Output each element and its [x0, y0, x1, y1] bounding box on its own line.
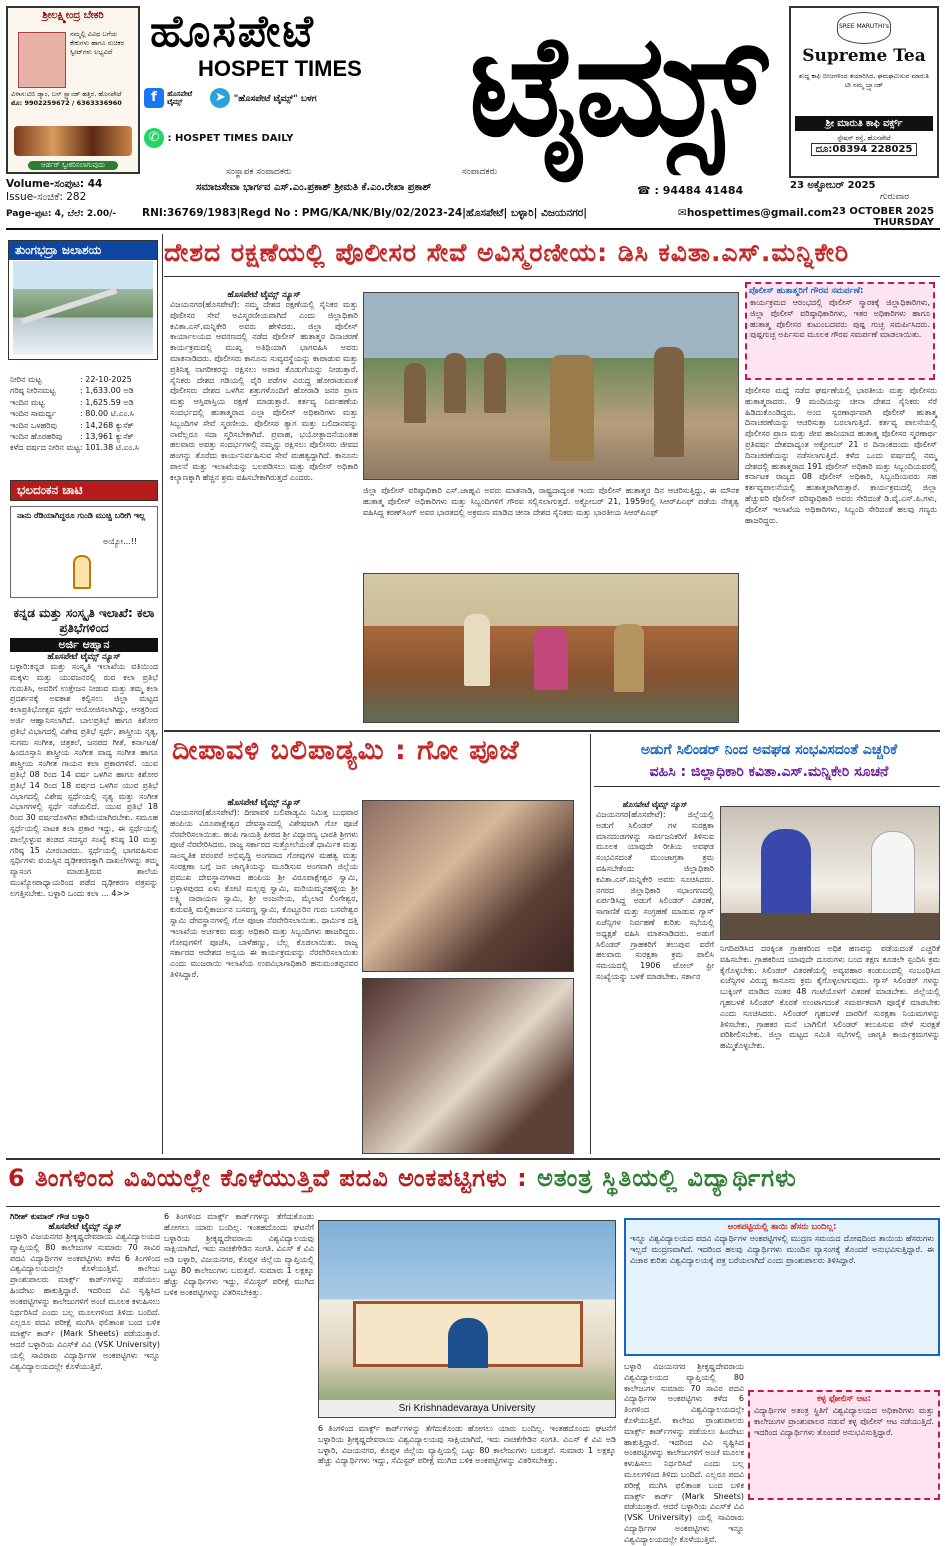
dam-stat-row: ನೀರಿನ ಮಟ್ಟ : 22-10-2025	[10, 375, 132, 384]
cartoon-title: ಭಲದಂಕನ ಚಾಟಿ	[10, 480, 158, 501]
masthead-kannada-title: ಹೊಸಪೇಟೆ	[150, 6, 315, 57]
cylinder-meeting-photo	[720, 806, 940, 940]
dam-stats	[10, 374, 160, 454]
editor-names: ಸಮಾಜಸೇವಾ ಭಾರ್ಗವ ಎಸ್.ಎಂ.ಪ್ರಕಾಶ್ ಶ್ರೀಮತಿ ಕೆ.ಎಂ.ರೇಖಾ ಪ್ರಕಾಶ್	[196, 182, 432, 193]
dam-stat-row: ಇಂದಿನ ಒಳಹರಿವು : 14,268 ಕ್ಯುಸೆಕ್	[10, 420, 134, 430]
tea-address: ಸ್ಟೇಷನ್ ರಸ್ತೆ, ಹೊಸಪೇಟೆ	[837, 134, 891, 142]
cartoon-figure	[73, 555, 91, 589]
cake-image	[14, 126, 132, 156]
story1-text: ಹೊಸಪೇಟೆ ಟೈಮ್ಸ್ ನ್ಯೂಸ್ ವಿಜಯನಗರ(ಹೊಸಪೇಟೆ): ನಮ್ಮ ದೇಶದ ರಕ್ಷಣೆಯಲ್ಲಿ ಸೈನಿಕರ ಮತ್ತು ಪೊಲೀಸರ ಸೇವೆ ಅವಿಸ್ಮರಣೀಯವಾಗಿದೆ ಎಂದು ಜಿಲ್ಲಾಧಿಕಾರಿ ಕವಿತಾ.ಎಸ್.ಮನ್ನಿಕೇರಿ ಅವರು ಹೇಳಿದರು. ಜಿಲ್ಲಾ ಪೊಲೀಸ್ ಕಾರ್ಯಾಲಯದ ಆವರಣದಲ್ಲಿ ನಡೆದ ಪೊಲೀಸ್ ಹುತಾತ್ಮರ ದಿನಾಚರಣೆ ಕಾರ್ಯಕ್ರಮದಲ್ಲಿ ಮುಖ್ಯ ಅತಿಥಿಯಾಗಿ ಭಾಗವಹಿಸಿ ಅವರು ಮಾತನಾಡಿದರು. ಪೊಲೀಸರು ಕಾನೂನು ಸುವ್ಯವಸ್ಥೆಯನ್ನು ಕಾಪಾಡುವ ಮತ್ತು ಪ್ರತಿನಿತ್ಯ ನಾಗರೀಕರನ್ನು ರಕ್ಷಿಸಲು ಅಪಾರ ಕೊಡುಗೆಯನ್ನು ನೀಡುತ್ತಾರೆ. ಸೈನಿಕರು ದೇಶದ ಗಡಿಯಲ್ಲಿ ವೈರಿ ಪಡೆಗಳ ವಿರುದ್ಧ ಹೋರಾಡುವಂತೆ ಪೊಲೀಸರು ದೇಶದ ಒಳಗಿನ ಶತ್ರುಗಳೊಂದಿಗೆ ಹೋರಾಡಿ ಜನರ ಪ್ರಾಣ ಮತ್ತು ಆಸ್ತಿಪಾಸ್ತಿಯ ರಕ್ಷಣೆ ಮಾಡುತ್ತಾರೆ. ಕರ್ತವ್ಯ ನಿರ್ವಹಣೆಯ ಸಂದರ್ಭದಲ್ಲಿ ಹುತಾತ್ಮರಾದ ಎಲ್ಲಾ ಪೊಲೀಸ್ ಅಧಿಕಾರಿಗಳು ಮತ್ತು ಸಿಬ್ಬಂದಿಗಳ ಸೇವೆ ಸ್ಮರಣೀಯ. ಪೊಲೀಸರ ತ್ಯಾಗ ಮತ್ತು ಬಲಿದಾನವನ್ನು ನಾವೆಲ್ಲರೂ ಸದಾ ಸ್ಮರಿಸಬೇಕಾಗಿದೆ. ಪ್ರವಾಹ, ಭಯೋತ್ಪಾದನೆಯಂತಹ ಹಲವಾರು ಅಪತ್ತು ಸಂದರ್ಭಗಳಲ್ಲಿ ನಮ್ಮನ್ನು ರಕ್ಷಿಸಲು ಪೊಲೀಸರು ಜೀವದ ಹಂಗನ್ನು ತೊರೆದು ಕಾರ್ಯನಿರ್ವಹಿಸುವ ಸೇವೆ ಮಹತ್ವದ್ದಾಗಿದೆ. ಕಾನೂನು ಪಾಲನೆ ಮತ್ತು ಇಲಾಖೆಯನ್ನು ಬಲಪಡಿಸಲು ಮತ್ತು ಪೊಲೀಸ್ ಅಧಿಕಾರಿ ಕಲ್ಯಾಣಕ್ಕಾಗಿ ಹೆಚ್ಚಿನ ಶ್ರಮ ವಹಿಸಬೇಕಾಗಿರುತ್ತದೆ ಎಂದರು.	[170, 290, 358, 482]
dam-stat-row: ಗರಿಷ್ಠ ನೀರಿನಮಟ್ಟ : 1,633.00 ಅಡಿ	[10, 386, 134, 396]
day-kannada: ಗುರುವಾರ	[880, 192, 910, 202]
telegram-icon[interactable]: ➤	[210, 88, 230, 108]
date-english: 23 OCTOBER 2025 THURSDAY	[832, 206, 935, 228]
dam-stat-row: ಇಂದಿನ ಹೊರಹರಿವು : 13,961 ಕ್ಯುಸೆಕ್	[10, 432, 134, 442]
police-tribute-photo	[363, 292, 739, 480]
story4-text-under-photo: 6 ತಿಂಗಳಿಂದ ಮಾರ್ಕ್ಸ್ ಕಾರ್ಡ್‌ಗಳನ್ನು ತೆಗೆದುಕೊಂಡು ಹೋಗಲು ಯಾರು ಬಂದಿಲ್ಲ. ಇಂತಹದೊಂದು ಘಟನೆಗೆ ಬಳ್ಳಾರಿಯ ಶ್ರೀಕೃಷ್ಣದೇವರಾಯ ವಿಶ್ವವಿದ್ಯಾಲಯವು ಸಾಕ್ಷಿಯಾಗಿದೆ, ಇದು ನಾಚಿಕೆಗೇಡಿನ ಸಂಗತಿ. ವಿಎಸ್ ಕೆ ವಿವಿ ಅಡಿ ಬಳ್ಳಾರಿ, ವಿಜಯನಗರ, ಕೊಪ್ಪಳ ಜಿಲ್ಲೆಯ ವ್ಯಾಪ್ತಿಯಲ್ಲಿ ಒಟ್ಟು 80 ಕಾಲೇಜುಗಳು ಬರುತ್ತವೆ. ಸುಮಾರು 1 ಲಕ್ಷಕ್ಕೂ ಹೆಚ್ಚು ವಿದ್ಯಾರ್ಥಿಗಳು ಇದ್ದು, ಸೆಮಿಸ್ಟರ್ ಪರೀಕ್ಷೆ ಮುಗಿದ ಬಳಿಕ ಅಂಕಪಟ್ಟಿಗಳನ್ನು ವಿತರಿಸಬೇಕಿತ್ತು.	[318, 1424, 616, 1466]
email[interactable]: ✉hospettimes@gmail.com	[678, 207, 832, 219]
date-kannada: 23 ಅಕ್ಟೋಬರ್ 2025	[790, 180, 876, 191]
dam-stat-row: ಇಂದಿನ ಸಾಮರ್ಥ್ಯ : 80.00 ಟಿ.ಎಂ.ಸಿ	[10, 409, 134, 419]
story3-right-text: ನಿಗದಿಪಡಿಸಿದ ದರಕ್ಕಿಂತ ಗ್ರಾಹಕರಿಂದ ಅಧಿಕ ಹಣವನ್ನು ಪಡೆಯದಂತೆ ಎಚ್ಚರಿಕೆ ವಹಿಸಬೇಕು. ಗ್ರಾಹಕರಿಂದ ಯಾವುದೇ ದೂರುಗಳು ಬಂದ ತಕ್ಷಣ ಕೂಡಲೇ ಸ್ಪಂದಿಸಿ ಕ್ರಮ ಕೈಗೊಳ್ಳಬೇಕು. ಸಿಲಿಂಡರ್ ವಿತರಣೆಯಲ್ಲಿ ಅವ್ಯವಹಾರ ಕಂಡುಬಂದಲ್ಲಿ ಸಂಬಂಧಿಸಿದ ಏಜೆನ್ಸಿಗಳ ವಿರುದ್ಧ ಕಾನೂನು ಕ್ರಮ ಕೈಗೊಳ್ಳಲಾಗುವುದು. ಗ್ಯಾಸ್ ಸಿಲಿಂಡರ್ ಗಳನ್ನು ಬುಕ್ಕಿಂಗ್ ಮಾಡಿದ ನಂತರ 48 ಗಂಟೆಯೊಳಗೆ ವಿತರಣೆ ಮಾಡಬೇಕು. ಜಿಲ್ಲೆಯಲ್ಲಿ ಗೃಹಬಳಕೆ ಸಿಲಿಂಡರ್ ಕೊರತೆ ಉಂಟಾಗದಂತೆ ಸಮರ್ಪಕವಾಗಿ ಪೂರೈಕೆ ಮಾಡಬೇಕು ಎಂದು ಸೂಚಿಸಿದರು. ಸಿಲಿಂಡರ್ ಗೃಹಬಳಕೆ ದಾರರಿಗೆ ಸುರಕ್ಷತಾ ನಿಯಮಗಳನ್ನು ತಿಳಿಸಬೇಕು, ಗ್ರಾಹಕರ ಮನೆ ಬಾಗಿಲಿಗೆ ಸಿಲಿಂಡರ್ ತಲುಪಿಸುವ ವೇಳೆ ಸುರಕ್ಷತೆ ಪರಿಶೀಲಿಸಬೇಕು. ಜಿಲ್ಲಾ ಮಟ್ಟದ ಸಮಿತಿ ಸಭೆಗಳಲ್ಲಿ ಜಾಗೃತಿ ಕಾರ್ಯಕ್ರಮಗಳನ್ನು ಹಮ್ಮಿಕೊಳ್ಳಬೇಕು.	[720, 944, 940, 1051]
bakery-ad-footer: ಆರ್ಡರ್ ಸ್ವೀಕರಿಸಲಾಗುವುದು	[28, 161, 118, 170]
story2-text: ಹೊಸಪೇಟೆ ಟೈಮ್ಸ್ ನ್ಯೂಸ್ ವಿಜಯನಗರ(ಹೊಸಪೇಟೆ): ದೀಪಾವಳಿ ಬಲಿಪಾಡ್ಯಮಿ ನಿಮಿತ್ತ ಬುಧವಾರ ಹಂಪಿಯ ವಿರೂಪಾಕ್ಷೇಶ್ವರ ದೇವಸ್ಥಾನದಲ್ಲಿ ವಿಶೇಷವಾಗಿ ಗೋ ಪೂಜೆ ನೆರವೇರಿಸಲಾಯಿತು. ಹಂಪಿ ಗಾಯತ್ರಿ ಪೀಠದ ಶ್ರೀ ವಿದ್ಯಾರಣ್ಯ ಭಾರತಿ ಶ್ರೀಗಳು ಪೂಜೆ ನೆರವೇರಿಸಿದರು. ರಾಜ್ಯ ಸರ್ಕಾರದ ಸುತ್ತೋಲೆಯಂತೆ ಧಾರ್ಮಿಕ ಮತ್ತು ಸಾಂಸ್ಕೃತಿಕ ಪರಂಪರೆ ಅಭಿವೃದ್ಧಿ ಅಂಗವಾದ ಗೋವುಗಳ ಮಹತ್ವ ಮತ್ತು ಸಂರಕ್ಷಣಾ ಬಗ್ಗೆ ಜನ ಜಾಗೃತಿಯನ್ನು ಮೂಡಿಸುವ ಅಂಗವಾಗಿ ಜಿಲ್ಲೆಯ ಪ್ರಮುಖ ದೇವಸ್ಥಾನಗಳಾದ ಹಂಪಿಯ ಶ್ರೀ ವಿರೂಪಾಕ್ಷೇಶ್ವರ ಸ್ವಾಮಿ, ಬಳ್ಳಾಳಪುರದ ಏಳು ಕೋಟಿ ಮಲ್ಲಪ್ಪ ಸ್ವಾಮಿ, ಮರಿಯಮ್ಮನಹಳ್ಳಿಯ ಶ್ರೀ ಲಕ್ಷ್ಮಿ ನಾರಾಯಣ ಸ್ವಾಮಿ, ಶ್ರೀ ಅಂಜನೇಯ, ಮೈಲಾರ ಲಿಂಗೇಶ್ವರ, ಕುರುವತ್ತಿ ಮಲ್ಲಿಕಾರ್ಜುನ ಬಸವಣ್ಣ ಸ್ವಾಮಿ, ಕೊಟ್ಟೂರಿನ ಗುರು ಬಸವೇಶ್ವರ ಸ್ವಾಮಿ ದೇವಸ್ಥಾನಗಳಲ್ಲಿ ಗೋ ಪೂಜಾ ನೆರವೇರಿಸಲಾಯಿತು. ಧಾರ್ಮಿಕ ದತ್ತಿ ಇಲಾಖೆಯ ಅರ್ಚಕರು ಮತ್ತು ಅಧಿಕಾರಿ ಮತ್ತು ಸಿಬ್ಬಂದಿಗಳು ಹಾಜರಿದ್ದರು. ಗೋವುಗಳಿಗೆ ಪೂಜೆಸಿ, ಬಾಳೆಹಣ್ಣು, ಬೆಲ್ಲ ಕೊಡಲಾಯಿತು. ರಾಜ್ಯ ಸರ್ಕಾರದ ಆದೇಶದ ಅನ್ವಯ ಈ ಕಾರ್ಯಕ್ರಮವನ್ನು ನೆರವೇರಿಸಲಾಯಿತು ಎಂದು ಮುಜರಾಯಿ ಇಲಾಖೆಯ ಉಪವಿಭಾಗಾಧಿಕಾರಿ ಹನುಮಂತಪ್ಪನವರ ತಿಳಿಸಿದ್ದಾರೆ.	[170, 798, 358, 979]
university-photo	[318, 1220, 616, 1418]
dam-box	[8, 240, 158, 360]
bakery-ad	[6, 6, 140, 174]
story1-right-text: ಪೊಲೀಸರ ಮಧ್ಯೆ ನಡೆದ ಘರ್ಷಣೆಯಲ್ಲಿ ಭಾರತೀಯ ಮತ್ತು ಪೊಲೀಸರು ಹುತಾತ್ಮರಾದರು. 9 ಮಂದಿಯನ್ನು ಚೀನಾ ದೇಶದ ಸೈನಿಕರು ಸೆರೆ ಹಿಡಿದುಕೊಂಡಿದ್ದರು. ಅಂದ ಸ್ವರಣಾರ್ಥವಾಗಿ ಪೊಲೀಸ್ ಹುತಾತ್ಮ ದಿನಾಚರಣೆಯನ್ನು ಆಚರಿಸುತ್ತಾ ಬರಲಾಗುತ್ತಿದೆ. ಕರ್ತವ್ಯ ಪಾಲನೆಯಲ್ಲಿ ಪೊಲೀಸರ ಪ್ರಾಣ ಮತ್ತು ಜೀವ ಹಾನಿಯಾದ ಹುತಾತ್ಮ ಪೊಲೀಸರ ಸ್ಮರಣಾರ್ಥ ಪ್ರತಿವರ್ಷ ದೇಶದಾದ್ಯಂತ ಅಕ್ಟೋಬರ್ 21 ರ ದಿನಾಂಕದಂದು ಪೊಲೀಸ್ ದಿನಾಚರಣೆಯನ್ನು ನಡೆಸಲಾಗುತ್ತಿದೆ. ಕಳೆದ ಒಂದು ವರ್ಷದಲ್ಲಿ ನಮ್ಮ ದೇಶದಲ್ಲಿ ಹುತಾತ್ಮರಾದ 191 ಪೊಲೀಸ್ ಅಧಿಕಾರಿ ಮತ್ತು ಸಿಬ್ಬಂದಿಯವರಲ್ಲಿ ಕರ್ನಾಟಕ ರಾಜ್ಯದ 08 ಪೊಲೀಸ್ ಅಧಿಕಾರಿ, ಸಿಬ್ಬಂದಿಯವರು ಸಹ ಕರ್ತವ್ಯಪಾಲನೆಯಲ್ಲಿ ಹುತಾತ್ಮರಾಗಿರುತ್ತಾರೆ. ಕಾರ್ಯಕ್ರಮದಲ್ಲಿ ಜಿಲ್ಲಾ ಹೆಚ್ಚುವರಿ ಪೊಲೀಸ್ ವರಿಷ್ಠಾಧಿಕಾರಿ ಅವರು ಸೇರಿದಂತೆ ಡಿ.ವೈ.ಎಸ್.ಪಿ.ಗಳು, ಪೊಲೀಸ್ ಇಲಾಖೆಯ ಅಧಿಕಾರಿಗಳು, ಸಿಬ್ಬಂದಿ ಸೇರಿದಂತೆ ಹಲವು ಗಣ್ಯರು ಹಾಜರಿದ್ದರು.	[745, 386, 937, 525]
dam-stat-row: ಕಳೆದ ವರ್ಷದ ನೀರಿನ ಮಟ್ಟ : 101.38 ಟಿ.ಎಂ.ಸಿ	[10, 443, 140, 453]
story3-headline-1[interactable]: ಅಡುಗೆ ಸಿಲಿಂಡರ್ ನಿಂದ ಅವಘಡ ಸಂಭವಿಸದಂತೆ ಎಚ್ಚರಿಕೆ	[640, 742, 898, 758]
temple-puja-photo	[362, 978, 574, 1154]
masthead-phone: ☎ : 94484 41484	[637, 184, 744, 197]
telegram-label: "ಹೊಸಪೇಟೆ ಟೈಮ್ಸ್" ಬಳಗ	[233, 94, 317, 104]
bakery-ad-text: ನಮ್ಮಲ್ಲಿ ವಿವಿಧ ಬಗೆಯ ಕೇಕುಗಳು ಹಾಗೂ ರುಚಿಕರ ಸ್ವೀಟ್‌ಗಳು ಲಭ್ಯವಿದೆ	[70, 30, 124, 56]
facebook-label: ಹೊಸಪೇಟೆ ಟೈಮ್ಸ್	[167, 90, 193, 106]
story1-sidebox: ಪೊಲೀಸ್ ಹುತಾತ್ಮರಿಗೆ ಗೌರವ ಸಮರ್ಪಣೆ: ಕಾರ್ಯಕ್ರಮದ ಆರಂಭದಲ್ಲಿ ಪೊಲೀಸ್ ಸ್ಮಾರಕಕ್ಕೆ ಜಿಲ್ಲಾಧಿಕಾರಿಗಳು, ಜಿಲ್ಲಾ ಪೊಲೀಸ್ ವರಿಷ್ಠಾಧಿಕಾರಿಗಳು, ಇತರ ಅಧಿಕಾರಿಗಳು ಹಾಗೂ ಹುತಾತ್ಮ ಪೊಲೀಸರ ಕುಟುಂಬದವರು ಪುಷ್ಪ ಗುಚ್ಛ ಸಮರ್ಪಿಸಿದರು. ಪುಷ್ಪಗುಚ್ಛ ಅರ್ಪಿಸುವ ಮೂಲಕ ಗೌರವ ಸಮರ್ಪಣೆ ಮಾಡಲಾಯಿತು.	[745, 282, 935, 380]
story2-headline[interactable]: ದೀಪಾವಳಿ ಬಲಿಪಾಡ್ಯಮಿ : ಗೋ ಪೂಜೆ	[172, 735, 520, 766]
bakery-ad-title: ಶ್ರೀಲಕ್ಷ್ಮೀಂದ್ರ ಬೇಕರಿ	[42, 10, 104, 21]
story4-headline[interactable]: 6 ತಿಂಗಳಿಂದ ವಿವಿಯಲ್ಲೇ ಕೊಳೆಯುತ್ತಿವೆ ಪದವಿ ಅಂಕಪಟ್ಟಿಗಳು : ಅತಂತ್ರ ಸ್ಥಿತಿಯಲ್ಲಿ ವಿದ್ಯಾರ್ಥಿಗಳು	[8, 1164, 797, 1192]
story1-headline[interactable]: ದೇಶದ ರಕ್ಷಣೆಯಲ್ಲಿ ಪೊಲೀಸರ ಸೇವೆ ಅವಿಸ್ಮರಣೀಯ: ಡಿಸಿ ಕವಿತಾ.ಎಸ್.ಮನ್ನಿಕೇರಿ	[164, 238, 850, 267]
story4-text-left: ಗಿರೀಶ್ ಕುಮಾರ್ ಗೌಡ ಬಳ್ಳಾರಿ ಹೊಸಪೇಟೆ ಟೈಮ್ಸ್ ನ್ಯೂಸ್ ಬಳ್ಳಾರಿ ವಿಜಯನಗರ ಶ್ರೀಕೃಷ್ಣದೇವರಾಯ ವಿಶ್ವವಿದ್ಯಾಲಯದ ವ್ಯಾಪ್ತಿಯಲ್ಲಿ 80 ಕಾಲೇಜುಗಳ ಸುಮಾರು 70 ಸಾವಿರ ಪದವಿ ವಿದ್ಯಾರ್ಥಿಗಳ ಅಂಕಪಟ್ಟಿಗಳು ಕಳೆದ 6 ತಿಂಗಳಿಂದ ವಿಶ್ವವಿದ್ಯಾಲಯದಲ್ಲೇ ಕೊಳೆಯುತ್ತಿವೆ. ಕಾಲೇಜು ಪ್ರಾಂಶುಪಾಲರು ಮಾರ್ಕ್ಸ್ ಕಾರ್ಡ್‌ಗಳನ್ನು ಪಡೆಯಲು ಹಿಂದೇಟು ಹಾಕುತ್ತಿದ್ದಾರೆ. ಇದರಿಂದ ವಿವಿ ಸೃಷ್ಟಿಸಿದ ಅಂಕಪಟ್ಟಿಗಳನ್ನು ಕಾಲೇಜುಗಳಿಗೆ ಅಂಚೆ ಮೂಲಕ ಕಳುಹಿಸಲು ನಿರ್ಧರಿಸಿದೆ ಎಂದು ಬಲ್ಲ ಮೂಲಗಳಿಂದ ತಿಳಿದು ಬಂದಿದೆ. ಎಲ್ಲರೂ ಪದವಿ ಪರೀಕ್ಷೆ ಮುಗಿಸಿ ಫಲಿತಾಂಶ ಬಂದ ಬಳಿಕ ಮಾರ್ಕ್ಸ್ ಕಾರ್ಡ್ (Mark Sheets) ಪಡೆಯುತ್ತಾರೆ. ಆದರೆ ಬಳ್ಳಾರಿಯ ವಿಎಸ್‌ಕೆ ವಿವಿ (VSK University) ಯಲ್ಲಿ ಸಾವಿರಾರು ವಿದ್ಯಾರ್ಥಿಗಳ ಅಂಕಪಟ್ಟಿಗಳು ಇನ್ನೂ ವಿಶ್ವವಿದ್ಯಾಲಯದಲ್ಲೇ ಕೊಳೆಯುತ್ತಿವೆ.	[10, 1212, 160, 1371]
tea-cup-logo: SREE MARUTHI's	[837, 12, 891, 44]
tea-ad	[789, 6, 939, 178]
bakery-ad-address: ವಿಳಾಸ:ಟಿಬಿ ಡ್ಯಾಂ, ಬಸ್ ಸ್ಟ್ಯಾಂಡ್ ಹತ್ತಿರ, ಹೊಸಪೇಟೆ ಮೊ: 9902259672 / 6363336960	[11, 90, 135, 108]
volume-info: Volume-ಸಂಪುಟ: 44 Issue-ಸಂಚಿಕೆ: 282	[6, 178, 103, 203]
deity-image	[18, 32, 66, 88]
side-article-sub: ಅರ್ಜಿ ಆಹ್ವಾನ	[10, 638, 158, 652]
story3-headline-2[interactable]: ವಹಿಸಿ : ಜಿಲ್ಲಾಧಿಕಾರಿ ಕವಿತಾ.ಎಸ್.ಮನ್ನಿಕೇರಿ ಸೂಚನೆ	[649, 764, 889, 780]
whatsapp-label: : HOSPET TIMES DAILY	[167, 133, 294, 144]
page-price: Page-ಪುಟ: 4, ಬೆಲೆ: 2.00/-	[6, 209, 117, 219]
cow-puja-photo	[362, 800, 574, 972]
founder-label: ಸಂಸ್ಥಾಪಕ ಸಂಪಾದಕರು	[226, 167, 292, 177]
registration: RNI:36769/1983|Regd No : PMG/KA/NK/Bly/02/2023-24|ಹೊಸಪೇಟೆ| ಬಳ್ಳಾರಿ| ವಿಜಯನಗರ|	[142, 207, 588, 219]
bakery-ad-phone: ಮೊ: 9902259672 / 6363336960	[11, 99, 122, 107]
whatsapp-icon[interactable]: ✆	[144, 128, 164, 148]
story3-text: ಹೊಸಪೇಟೆ ಟೈಮ್ಸ್ ನ್ಯೂಸ್ ವಿಜಯನಗರ(ಹೊಸಪೇಟೆ): ಜಿಲ್ಲೆಯಲ್ಲಿ ಅಡುಗೆ ಸಿಲಿಂಡರ್ ಗಳ ಸುರಕ್ಷತಾ ಮಾನದಂಡಗಳನ್ನು ಸಾರ್ವಜನಿಕರಿಗೆ ತಿಳಿಸುವ ಮೂಲಕ ಯಾವುದೇ ರೀತಿಯ ಅವಘಡ ಸಂಭವಿಸದಂತೆ ಮುಂಜಾಗ್ರತಾ ಕ್ರಮ ವಹಿಸಬೇಕೆಂದು ಜಿಲ್ಲಾಧಿಕಾರಿ ಕವಿತಾ.ಎಸ್.ಮನ್ನಿಕೇರಿ ಅವರು ಸೂಚಿಸಿದರು. ನಗರದ ಜಿಲ್ಲಾಧಿಕಾರಿ ಸಭಾಂಗಣದಲ್ಲಿ ಏರ್ಪಡಿಸಿದ್ದ ಅಡುಗೆ ಸಿಲಿಂಡರ್ ವಿತರಣೆ, ಸಾಗಾಣಿಕೆ ಮತ್ತು ಸಂಗ್ರಹಣೆ ಮಾಡುವ ಗ್ಯಾಸ್ ಏಜೆನ್ಸಿಗಳ ನಿರ್ವಹಣೆ ಕುರಿತು ಸಭೆಯಲ್ಲಿ ಅಧ್ಯಕ್ಷತೆ ವಹಿಸಿ ಮಾತನಾಡಿದರು. ಅಡುಗೆ ಸಿಲಿಂಡರ್ ಗ್ರಾಹಕರಿಗೆ ತಲುಪುವ ವರೆಗೆ ಹಲವಾರು ಸುರಕ್ಷತಾ ಕ್ರಮ ಪಾಲಿಸಿ ಸಮಯದಲ್ಲಿ 1906 ಟೋಲ್ ಫ್ರೀ ಸಂಖ್ಯೆಯನ್ನು ಬಳಕೆ ಮಾಡಬೇಕು. ಸರ್ಕಾರ	[596, 800, 714, 981]
whatsapp-row	[144, 128, 293, 148]
story4-sidebox-2: ಕಳ್ಳ ಫೋಲಿಸ್ ಆಟ: ವಿದ್ಯಾರ್ಥಿಗಳ ಅತಂತ್ರ ಸ್ಥಿತಿಗೆ ವಿಶ್ವವಿದ್ಯಾಲಯದ ಅಧಿಕಾರಿಗಳು ಮತ್ತು ಕಾಲೇಜುಗಳ ಪ್ರಾಂಶುಪಾಲರ ನಡುವೆ ಕಳ್ಳ ಪೊಲೀಸ್ ಆಟ ನಡೆಯುತ್ತಿದೆ. ಇದರಿಂದ ವಿದ್ಯಾರ್ಥಿಗಳು ತೊಂದರೆ ಅನುಭವಿಸುತ್ತಿದ್ದಾರೆ.	[748, 1390, 940, 1500]
masthead-big-title: ಟೈಮ್ಸ್	[469, 4, 761, 168]
dam-title: ತುಂಗಭದ್ರಾ ಜಲಾಶಯ	[9, 241, 157, 260]
story1-caption: ಜಿಲ್ಲಾ ಪೊಲೀಸ್ ವರಿಷ್ಠಾಧಿಕಾರಿ ಎಸ್.ಜಾಹ್ನವಿ ಅವರು ಮಾತನಾಡಿ, ರಾಷ್ಟ್ರದಾದ್ಯಂತ ಇಂದು ಪೊಲೀಸ್ ಹುತಾತ್ಮರ ದಿನ ಆಚರಿಸುತ್ತಿದ್ದು, ಈ ಮೌನಕ ಹುತಾತ್ಮ ಪೊಲೀಸ್ ಅಧಿಕಾರಿಗಳು ಮತ್ತು ಸಿಬ್ಬಂದಿಗಳಿಗೆ ಗೌರವ ಸಲ್ಲಿಸಲಾಗುತ್ತದೆ. ಅಕ್ಟೋಬರ್ 21, 1959ರಲ್ಲಿ ಸಿಆರ್‌ಪಿಎಫ್ ಪಡೆಯ ನೇತೃತ್ವ ವಹಿಸಿದ್ದ ಕರಣ್‌ಸಿಂಗ್ ಅವರ ಭಾರತದಲ್ಲಿ ಅಕ್ರಮಣ ಮಾಡಿದ ಚೀನಾ ದೇಶದ ಸೈನಿಕರು ಮತ್ತು ಭಾರತೀಯ ಸಿಆರ್‌ಪಿಎಫ್	[363, 486, 739, 517]
masthead-english-title: HOSPET TIMES	[198, 56, 362, 81]
dam-stat-row: ಇಂದಿನ ಮಟ್ಟ : 1,625.59 ಅಡಿ	[10, 397, 134, 407]
police-stage-photo	[363, 573, 739, 723]
side-article-title: ಕನ್ನಡ ಮತ್ತು ಸಂಸ್ಕೃತಿ ಇಲಾಖೆ: ಕಲಾ ಪ್ರತಿಭೆಗಳಿಂದ	[13, 606, 155, 635]
social-links	[144, 88, 317, 108]
header-divider	[6, 228, 940, 230]
facebook-icon[interactable]: f	[144, 88, 164, 108]
tea-brand: Supreme Tea	[802, 46, 926, 66]
story4-text-mid: 6 ತಿಂಗಳಿಂದ ಮಾರ್ಕ್ಸ್ ಕಾರ್ಡ್‌ಗಳನ್ನು ತೆಗೆದುಕೊಂಡು ಹೋಗಲು ಯಾರು ಬಂದಿಲ್ಲ. ಇಂತಹದೊಂದು ಘಟನೆಗೆ ಬಳ್ಳಾರಿಯ ಶ್ರೀಕೃಷ್ಣದೇವರಾಯ ವಿಶ್ವವಿದ್ಯಾಲಯವು ಸಾಕ್ಷಿಯಾಗಿದೆ, ಇದು ನಾಚಿಕೆಗೇಡಿನ ಸಂಗತಿ. ವಿಎಸ್ ಕೆ ವಿವಿ ಅಡಿ ಬಳ್ಳಾರಿ, ವಿಜಯನಗರ, ಕೊಪ್ಪಳ ಜಿಲ್ಲೆಯ ವ್ಯಾಪ್ತಿಯಲ್ಲಿ ಒಟ್ಟು 80 ಕಾಲೇಜುಗಳು ಬರುತ್ತವೆ. ಸುಮಾರು 1 ಲಕ್ಷಕ್ಕೂ ಹೆಚ್ಚು ವಿದ್ಯಾರ್ಥಿಗಳು ಇದ್ದು, ಸೆಮಿಸ್ಟರ್ ಪರೀಕ್ಷೆ ಮುಗಿದ ಬಳಿಕ ಅಂಕಪಟ್ಟಿಗಳನ್ನು ವಿತರಿಸಬೇಕಿತ್ತು.	[164, 1212, 314, 1297]
tea-phone: ದೂ:08394 228025	[811, 143, 917, 156]
side-article: ಕನ್ನಡ ಮತ್ತು ಸಂಸ್ಕೃತಿ ಇಲಾಖೆ: ಕಲಾ ಪ್ರತಿಭೆಗಳಿಂದ ಅರ್ಜಿ ಆಹ್ವಾನ ಹೊಸಪೇಟೆ ಟೈಮ್ಸ್ ನ್ಯೂಸ್ ಬಳ್ಳಾರಿ:ಕನ್ನಡ ಮತ್ತು ಸಂಸ್ಕೃತಿ ಇಲಾಖೆಯ ವತಿಯಿಂದ ಮಕ್ಕಳು ಮತ್ತು ಯುವಜನರಲ್ಲಿ ರುವ ಕಲಾ ಪ್ರತಿಭೆ ಗುರುತಿಸಿ, ಅವರಿಗೆ ಉತ್ತೇಜನ ನೀಡುವ ಮತ್ತು ತಮ್ಮ ಕಲಾ ಪ್ರದರ್ಶನಕ್ಕೆ ಅವಕಾಶ ಕಲ್ಪಿಸಲು ಜಿಲ್ಲಾ ಮಟ್ಟದ ಕಲಾಪ್ರತಿಭೋತ್ಸವ ಸ್ಪರ್ಧೆ ಆಯೋಜಿಸಲಾಗಿದ್ದು, ಆಸಕ್ತರಿಂದ ಅರ್ಜಿ ಆಹ್ವಾನಿಸಲಾಗಿದೆ. ಬಾಲಪ್ರತಿಭೆ ಹಾಗೂ ಕಿಶೋರ ಪ್ರತಿಭೆ ವಿಭಾಗದಲ್ಲಿ ವಿಶೇಷ ಪ್ರತಿಭೆ ಸ್ಪರ್ಧೆ, ಶಾಸ್ತ್ರೀಯ ನೃತ್ಯ, ಸುಗಮ ಸಂಗೀತ, ಚಿತ್ರಕಲೆ, ಜನಪದ ಗೀತೆ, ಕರ್ನಾಟಕ/ಹಿಂದೂಸ್ತಾನಿ ಶಾಸ್ತ್ರೀಯ ಸಂಗೀತ ವಾದ್ಯ ಸಂಗೀತ ಹಾಗೂ ಶಾಸ್ತ್ರೀಯ ಸಂಗೀತ ಗಾಯನ ಕಲಾ ಪ್ರಕಾರಗಳಿವೆ. ಯುವ ಪ್ರತಿಭೆ 08 ರಿಂದ 14 ವರ್ಷ ಒಳಗಿನ ಹಾಗೂ ಕಿಶೋರ ಪ್ರತಿಭೆ 14 ರಿಂದ 18 ವರ್ಷದ ಒಳಗಿನ ಯುವ ಪ್ರತಿಭೆ ವಿಭಾಗದಲ್ಲಿ ವಿಶೇಷ ಸ್ಪರ್ಧೆಯಲ್ಲಿ ನೃತ್ಯ ಮತ್ತು ಸಂಗೀತ ವಿಭಾಗಗಳಲ್ಲಿ ಸ್ಪರ್ಧೆ ನಡೆಯಲಿದೆ. ಯುವ ಪ್ರತಿಭೆ 18 ರಿಂದ 30 ವರ್ಷದೊಳಗಿನ ಕಡಿಮೆಯಾಗಿರಬೇಕು. ಸಮೂಹ ಸ್ಪರ್ಧೆಯಲ್ಲಿ ನಾಟಕ ಕಲಾ ಪ್ರಕಾರ ಇದ್ದು, ಈ ಸ್ಪರ್ಧೆಯಲ್ಲಿ ಪಾಲ್ಗೊಳ್ಳುವ ತಂಡದ ಸದಸ್ಯರ ಸಂಖ್ಯೆ ಕನಿಷ್ಠ 10 ಮತ್ತು ಗರಿಷ್ಠ 15 ಮೀರಬಾರದು. ಸ್ಪರ್ಧೆಯಲ್ಲಿ ಭಾಗವಹಿಸುವ ಸ್ಪರ್ಧಿಗಳು ವಯಸ್ಸಿನ ದೃಢೀಕರಣಕ್ಕಾಗಿ ದಾಖಲೆಗಳನ್ನು ತಮ್ಮ ವ್ಯಾಸಂಗ ಮಾಡುತ್ತಿರುವ ಶಾಲೆಯ ಮುಖ್ಯೋಪಾಧ್ಯಾಯರಿಂದ ಪಡೆದ ದೃಢೀಕರಣ ಪತ್ರವನ್ನು ಲಗತ್ತಿಸಬೇಕು. ಬಳ್ಳಾರಿ ಒಂದು ಕಲಾ ... 4>>	[10, 606, 158, 1094]
editor-label: ಸಂಪಾದಕರು	[462, 167, 498, 177]
tea-desc: ಶುದ್ಧ ಕಾಫಿ ಬೀಜಗಳಿಂದ ತಯಾರಿಸಿದ, ಘಮಘಮಿಸುವ ಮಾರುತಿ ಟೀ ನಮ್ಮ ಬ್ರ್ಯಾಂಡ್	[799, 72, 929, 89]
dam-image	[13, 261, 153, 355]
tea-shop: ಶ್ರೀ ಮಾರುತಿ ಕಾಫಿ ವರ್ಕ್ಸ್	[795, 116, 933, 131]
side-article-body: ಬಳ್ಳಾರಿ:ಕನ್ನಡ ಮತ್ತು ಸಂಸ್ಕೃತಿ ಇಲಾಖೆಯ ವತಿಯಿಂದ ಮಕ್ಕಳು ಮತ್ತು ಯುವಜನರಲ್ಲಿ ರುವ ಕಲಾ ಪ್ರತಿಭೆ ಗುರುತಿಸಿ, ಅವರಿಗೆ ಉತ್ತೇಜನ ನೀಡುವ ಮತ್ತು ತಮ್ಮ ಕಲಾ ಪ್ರದರ್ಶನಕ್ಕೆ ಅವಕಾಶ ಕಲ್ಪಿಸಲು ಜಿಲ್ಲಾ ಮಟ್ಟದ ಕಲಾಪ್ರತಿಭೋತ್ಸವ ಸ್ಪರ್ಧೆ ಆಯೋಜಿಸಲಾಗಿದ್ದು, ಆಸಕ್ತರಿಂದ ಅರ್ಜಿ ಆಹ್ವಾನಿಸಲಾಗಿದೆ. ಬಾಲಪ್ರತಿಭೆ ಹಾಗೂ ಕಿಶೋರ ಪ್ರತಿಭೆ ವಿಭಾಗದಲ್ಲಿ ವಿಶೇಷ ಪ್ರತಿಭೆ ಸ್ಪರ್ಧೆ, ಶಾಸ್ತ್ರೀಯ ನೃತ್ಯ, ಸುಗಮ ಸಂಗೀತ, ಚಿತ್ರಕಲೆ, ಜನಪದ ಗೀತೆ, ಕರ್ನಾಟಕ/ಹಿಂದೂಸ್ತಾನಿ ಶಾಸ್ತ್ರೀಯ ಸಂಗೀತ ವಾದ್ಯ ಸಂಗೀತ ಹಾಗೂ ಶಾಸ್ತ್ರೀಯ ಸಂಗೀತ ಗಾಯನ ಕಲಾ ಪ್ರಕಾರಗಳಿವೆ. ಯುವ ಪ್ರತಿಭೆ 08 ರಿಂದ 14 ವರ್ಷ ಒಳಗಿನ ಹಾಗೂ ಕಿಶೋರ ಪ್ರತಿಭೆ 14 ರಿಂದ 18 ವರ್ಷದ ಒಳಗಿನ ಯುವ ಪ್ರತಿಭೆ ವಿಭಾಗದಲ್ಲಿ ವಿಶೇಷ ಸ್ಪರ್ಧೆಯಲ್ಲಿ ನೃತ್ಯ ಮತ್ತು ಸಂಗೀತ ವಿಭಾಗಗಳಲ್ಲಿ ಸ್ಪರ್ಧೆ ನಡೆಯಲಿದೆ. ಯುವ ಪ್ರತಿಭೆ 18 ರಿಂದ 30 ವರ್ಷದೊಳಗಿನ ಕಡಿಮೆಯಾಗಿರಬೇಕು. ಸಮೂಹ ಸ್ಪರ್ಧೆಯಲ್ಲಿ ನಾಟಕ ಕಲಾ ಪ್ರಕಾರ ಇದ್ದು, ಈ ಸ್ಪರ್ಧೆಯಲ್ಲಿ ಪಾಲ್ಗೊಳ್ಳುವ ತಂಡದ ಸದಸ್ಯರ ಸಂಖ್ಯೆ ಕನಿಷ್ಠ 10 ಮತ್ತು ಗರಿಷ್ಠ 15 ಮೀರಬಾರದು. ಸ್ಪರ್ಧೆಯಲ್ಲಿ ಭಾಗವಹಿಸುವ ಸ್ಪರ್ಧಿಗಳು ವಯಸ್ಸಿನ ದೃಢೀಕರಣಕ್ಕಾಗಿ ದಾಖಲೆಗಳನ್ನು ತಮ್ಮ ವ್ಯಾಸಂಗ ಮಾಡುತ್ತಿರುವ ಶಾಲೆಯ ಮುಖ್ಯೋಪಾಧ್ಯಾಯರಿಂದ ಪಡೆದ ದೃಢೀಕರಣ ಪತ್ರವನ್ನು ಲಗತ್ತಿಸಬೇಕು. ಬಳ್ಳಾರಿ ಒಂದು ಕಲಾ ... 4>>	[10, 662, 158, 898]
story4-sidebox: ಅಂಕಪಟ್ಟಿಯಲ್ಲಿ ತಾಯಿ ಹೆಸರು ಬಂದಿಲ್ಲ: ಇನ್ನೂ ವಿಶ್ವವಿದ್ಯಾಲಯದ ಪದವಿ ವಿದ್ಯಾರ್ಥಿಗಳ ಅಂಕಪಟ್ಟಿಗಳಲ್ಲಿ ಮುದ್ರಣ ಸಮಯದ ದೋಷದಿಂದ ತಾಯಿಯ ಹೆಸರುಗಳು ಇಲ್ಲದೆ ಮುದ್ರಣವಾಗಿದೆ. ಇದರಿಂದ ಹಲವು ವಿದ್ಯಾರ್ಥಿಗಳು ಮುಂದಿನ ವ್ಯಾಸಂಗಕ್ಕೆ ತೊಂದರೆ ಅನುಭವಿಸುತ್ತಿದ್ದಾರೆ. ಈ ವಿಚಾರ ಕುರಿತು ವಿಶ್ವವಿದ್ಯಾಲಯಕ್ಕೆ ಪತ್ರ ಬರೆಯಲಾಗಿದೆ ಎಂದು ಪ್ರಾಂಶುಪಾಲರು ತಿಳಿಸಿದ್ದಾರೆ.	[624, 1218, 940, 1356]
university-caption: Sri Krishnadevaraya University	[319, 1400, 615, 1417]
cartoon: ನಾನು ರೆಡಿಯಾಗಿದ್ದರೂ ಗುಂಡಿ ಮುಚ್ಚಿ ಬರೀಗಿ ಇಲ್ಲ ಅಯ್ಯೋ...!!	[10, 506, 158, 598]
story4-text-right: ಬಳ್ಳಾರಿ ವಿಜಯನಗರ ಶ್ರೀಕೃಷ್ಣದೇವರಾಯ ವಿಶ್ವವಿದ್ಯಾಲಯದ ವ್ಯಾಪ್ತಿಯಲ್ಲಿ 80 ಕಾಲೇಜುಗಳ ಸುಮಾರು 70 ಸಾವಿರ ಪದವಿ ವಿದ್ಯಾರ್ಥಿಗಳ ಅಂಕಪಟ್ಟಿಗಳು ಕಳೆದ 6 ತಿಂಗಳಿಂದ ವಿಶ್ವವಿದ್ಯಾಲಯದಲ್ಲೇ ಕೊಳೆಯುತ್ತಿವೆ. ಕಾಲೇಜು ಪ್ರಾಂಶುಪಾಲರು ಮಾರ್ಕ್ಸ್ ಕಾರ್ಡ್‌ಗಳನ್ನು ಪಡೆಯಲು ಹಿಂದೇಟು ಹಾಕುತ್ತಿದ್ದಾರೆ. ಇದರಿಂದ ವಿವಿ ಸೃಷ್ಟಿಸಿದ ಅಂಕಪಟ್ಟಿಗಳನ್ನು ಕಾಲೇಜುಗಳಿಗೆ ಅಂಚೆ ಮೂಲಕ ಕಳುಹಿಸಲು ನಿರ್ಧರಿಸಿದೆ ಎಂದು ಬಲ್ಲ ಮೂಲಗಳಿಂದ ತಿಳಿದು ಬಂದಿದೆ. ಎಲ್ಲರೂ ಪದವಿ ಪರೀಕ್ಷೆ ಮುಗಿಸಿ ಫಲಿತಾಂಶ ಬಂದ ಬಳಿಕ ಮಾರ್ಕ್ಸ್ ಕಾರ್ಡ್ (Mark Sheets) ಪಡೆಯುತ್ತಾರೆ. ಆದರೆ ಬಳ್ಳಾರಿಯ ವಿಎಸ್‌ಕೆ ವಿವಿ (VSK University) ಯಲ್ಲಿ ಸಾವಿರಾರು ವಿದ್ಯಾರ್ಥಿಗಳ ಅಂಕಪಟ್ಟಿಗಳು ಇನ್ನೂ ವಿಶ್ವವಿದ್ಯಾಲಯದಲ್ಲೇ ಕೊಳೆಯುತ್ತಿವೆ.	[624, 1362, 745, 1544]
mail-icon: ✉	[678, 207, 687, 219]
